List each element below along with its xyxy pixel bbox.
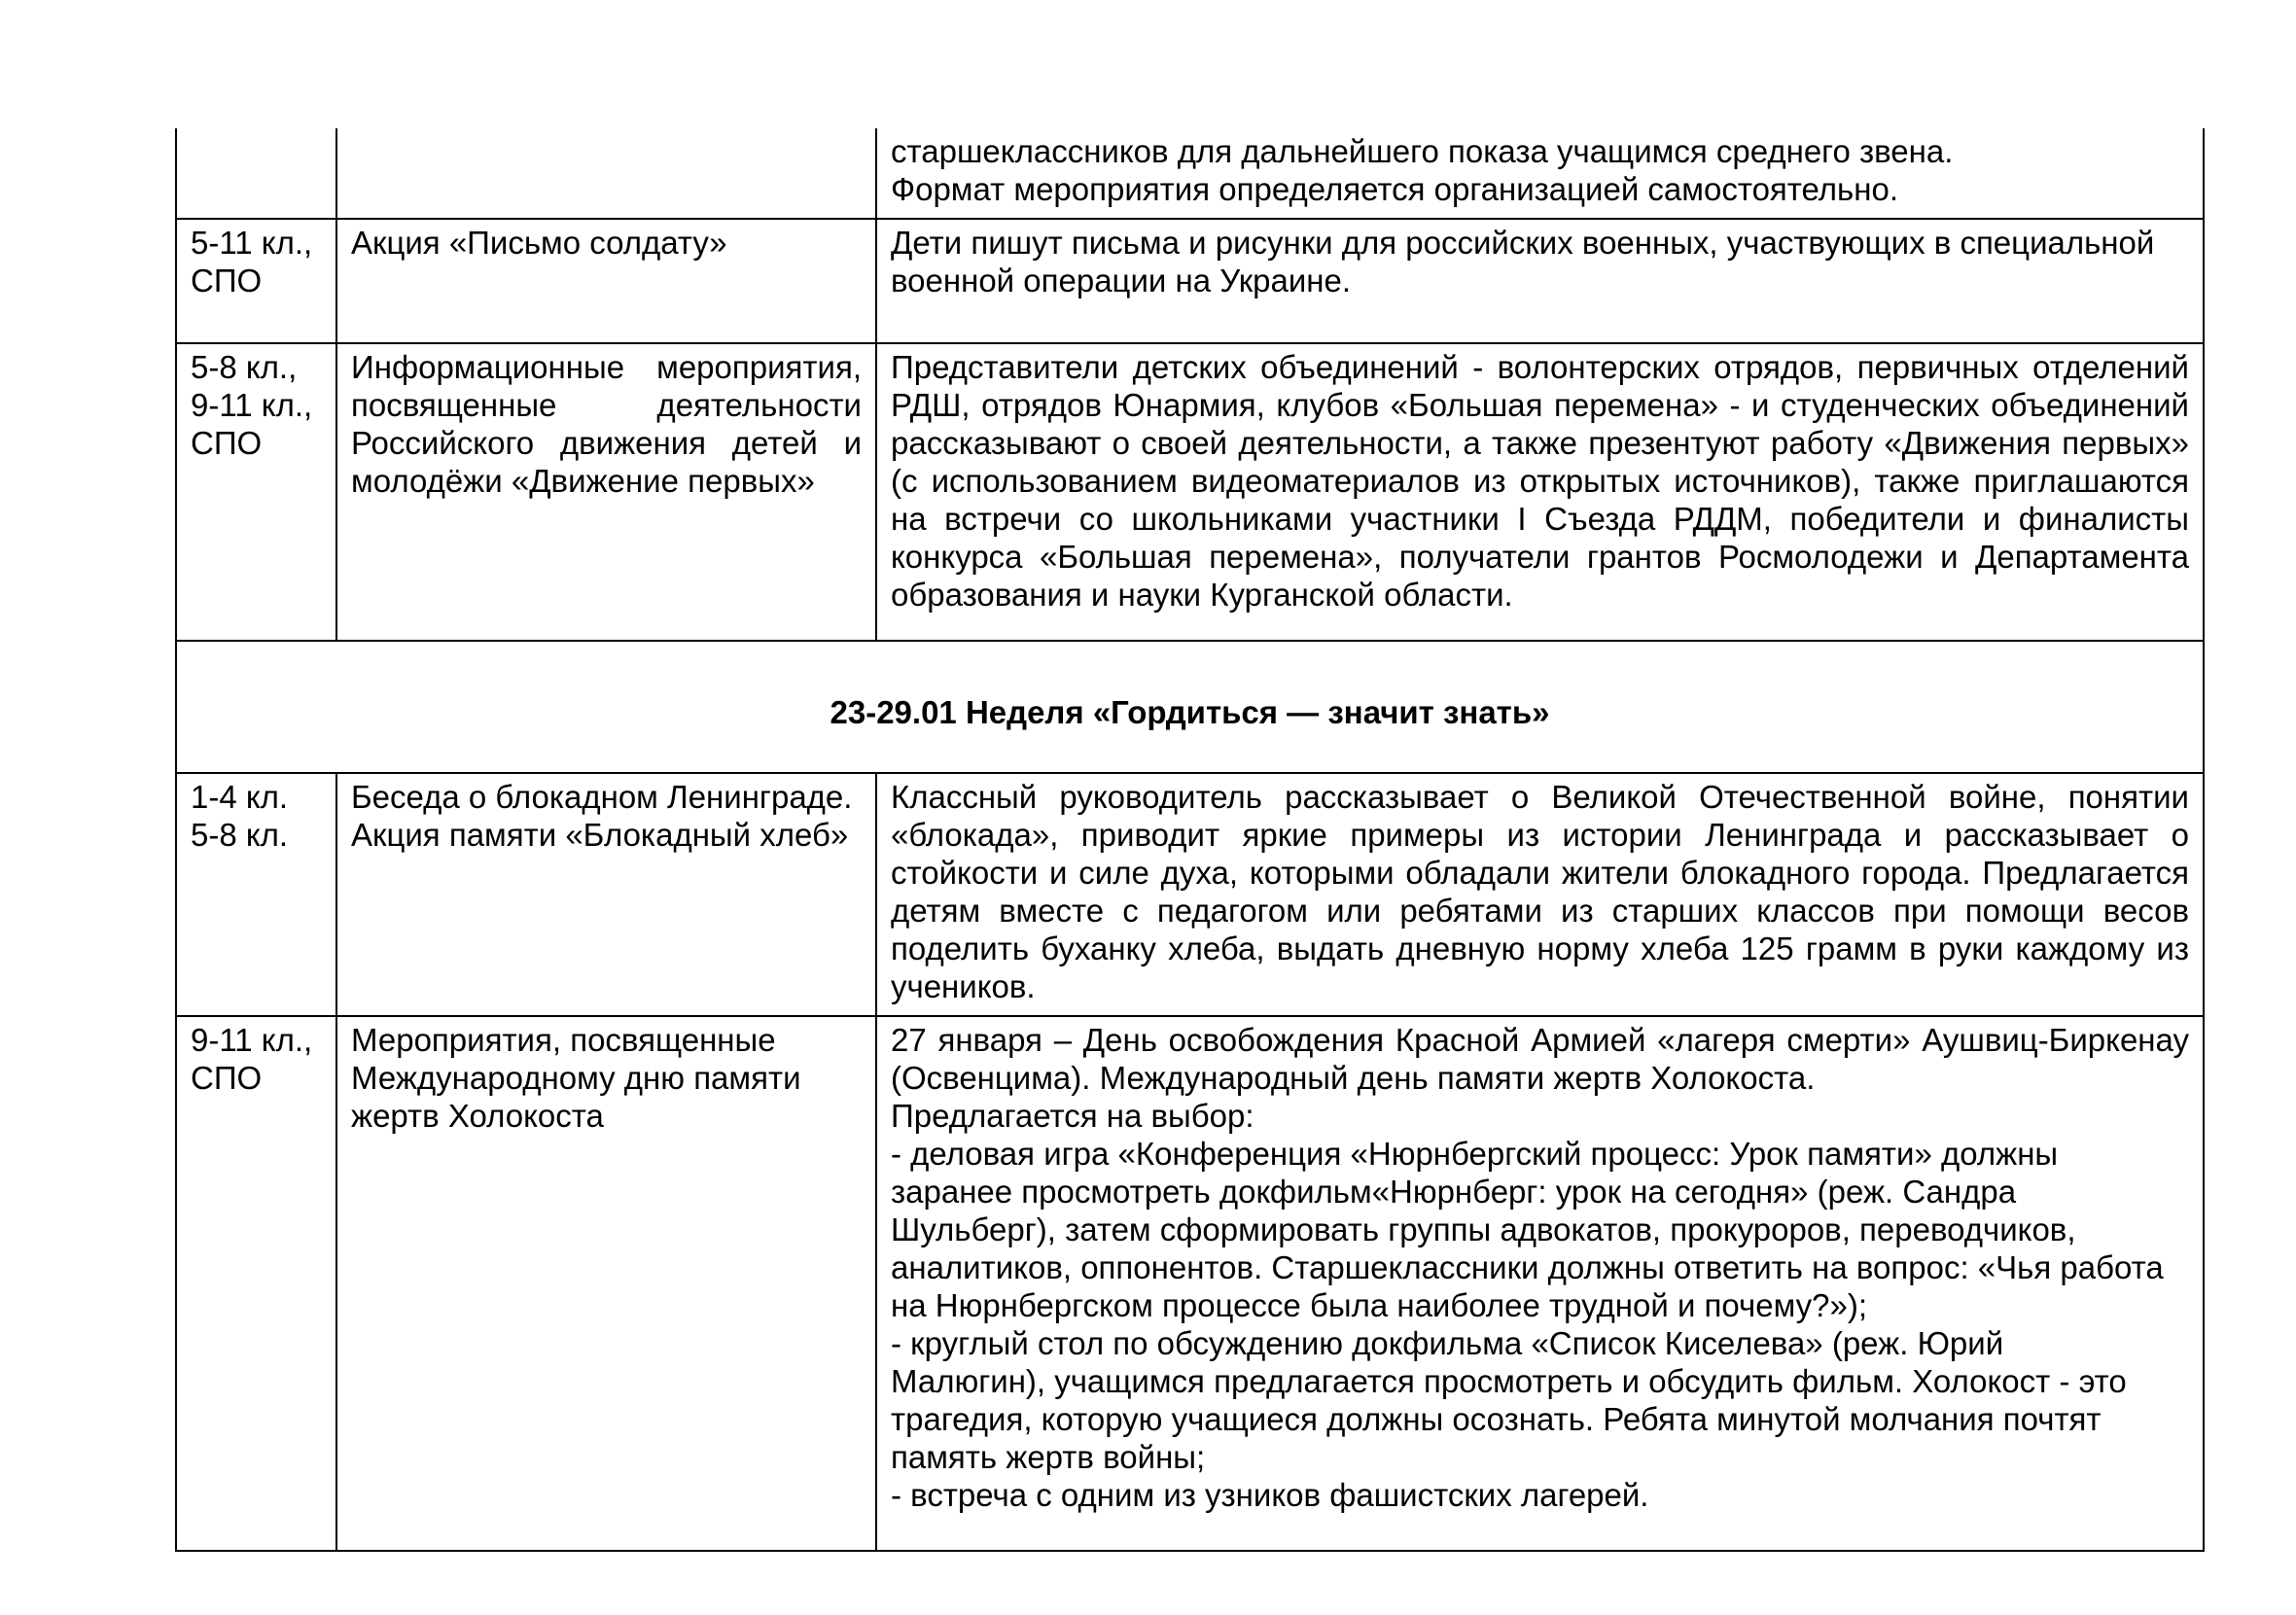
description-text: Дети пишут письма и рисунки для российских военных, участвующих в специальной военной операции на Украине.	[891, 225, 2155, 298]
description-line: аналитиков, оппонентов. Старшеклассники должны ответить на вопрос: «Чья работа	[891, 1249, 2164, 1285]
description-line: Предлагается на выбор:	[891, 1098, 1254, 1134]
description-intro: 27 января – День освобождения Красной Армией «лагеря смерти» Аушвиц-Биркенау (Освенцима). Международный день памяти жертв Холокоста.	[891, 1022, 2189, 1096]
grade-line: 5-11 кл.,	[191, 225, 313, 261]
event-cell	[336, 219, 876, 343]
event-cell	[336, 773, 876, 1016]
grade-cell	[176, 128, 336, 219]
grade-line: 5-8 кл.,	[191, 349, 298, 385]
description-cell	[876, 343, 2204, 641]
grade-line: СПО	[191, 263, 263, 298]
description-cell	[876, 1016, 2204, 1551]
event-cell	[336, 1016, 876, 1551]
description-cell	[876, 219, 2204, 343]
event-cell	[336, 343, 876, 641]
week-header: 23-29.01 Неделя «Гордиться — значит знать»	[176, 641, 2204, 773]
event-title: Информационные мероприятия, посвященные деятельности Российского движения детей и молодёжи «Движение первых»	[351, 349, 862, 499]
event-title: Акция «Письмо солдату»	[351, 225, 727, 261]
grade-cell	[176, 219, 336, 343]
table-row	[176, 343, 2204, 641]
grade-cell	[176, 1016, 336, 1551]
description-line: старшеклассников для дальнейшего показа учащимся среднего звена.	[891, 133, 1954, 169]
description-line: Шульберг), затем сформировать группы адвокатов, прокуроров, переводчиков,	[891, 1211, 2076, 1247]
description-cell	[876, 773, 2204, 1016]
description-line: - круглый стол по обсуждению докфильма «Список Киселева» (реж. Юрий	[891, 1325, 2004, 1361]
grade-line: СПО	[191, 425, 263, 461]
description-cell	[876, 128, 2204, 219]
event-line: Беседа о блокадном Ленинграде.	[351, 779, 853, 815]
table-row	[176, 219, 2204, 343]
description-line: трагедия, которую учащиеся должны осознать. Ребята минутой молчания почтят	[891, 1401, 2102, 1437]
description-line: на Нюрнбергском процессе была наиболее трудной и почему?»);	[891, 1287, 1868, 1323]
table-row	[176, 128, 2204, 219]
description-text: Представители детских объединений - волонтерских отрядов, первичных отделений РДШ, отрядов Юнармия, клубов «Большая перемена» - и студенческих объединений рассказывают о своей деятельности, а также презентуют работу «Движения первых» (с использованием видеоматериалов из открытых источников), также приглашаются на встречи со школьниками участники I Съезда РДДМ, победители и финалисты конкурса «Большая перемена», получатели грантов Росмолодежи и Департамента образования и науки Курганской области.	[891, 349, 2189, 613]
table-row	[176, 1016, 2204, 1551]
description-line: - деловая игра «Конференция «Нюрнбергский процесс: Урок памяти» должны	[891, 1136, 2059, 1172]
grade-cell	[176, 343, 336, 641]
grade-line: 1-4 кл.	[191, 779, 289, 815]
description-line: Формат мероприятия определяется организацией самостоятельно.	[891, 171, 1898, 207]
description-text: Классный руководитель рассказывает о Великой Отечественной войне, понятии «блокада», приводит яркие примеры из истории Ленинграда и рассказывает о стойкости и силе духа, которыми обладали жители блокадного города. Предлагается детям вместе с педагогом или ребятами из старших классов при помощи весов поделить буханку хлеба, выдать дневную норму хлеба 125 грамм в руки каждому из учеников.	[891, 779, 2189, 1004]
grade-line: СПО	[191, 1060, 263, 1096]
grade-line: 5-8 кл.	[191, 817, 289, 853]
event-line: Акция памяти «Блокадный хлеб»	[351, 817, 849, 853]
grade-line: 9-11 кл.,	[191, 387, 313, 423]
events-table	[175, 128, 2205, 1552]
event-line: Международному дню памяти	[351, 1060, 801, 1096]
description-line: память жертв войны;	[891, 1439, 1206, 1475]
event-line: жертв Холокоста	[351, 1098, 604, 1134]
week-header-row	[176, 641, 2204, 773]
event-cell	[336, 128, 876, 219]
description-line: - встреча с одним из узников фашистских лагерей.	[891, 1477, 1649, 1513]
grade-cell	[176, 773, 336, 1016]
description-line: заранее просмотреть докфильм«Нюрнберг: урок на сегодня» (реж. Сандра	[891, 1174, 2017, 1210]
description-line: Малюгин), учащимся предлагается просмотреть и обсудить фильм. Холокост - это	[891, 1363, 2127, 1399]
table-row	[176, 773, 2204, 1016]
grade-line: 9-11 кл.,	[191, 1022, 313, 1058]
event-line: Мероприятия, посвященные	[351, 1022, 776, 1058]
